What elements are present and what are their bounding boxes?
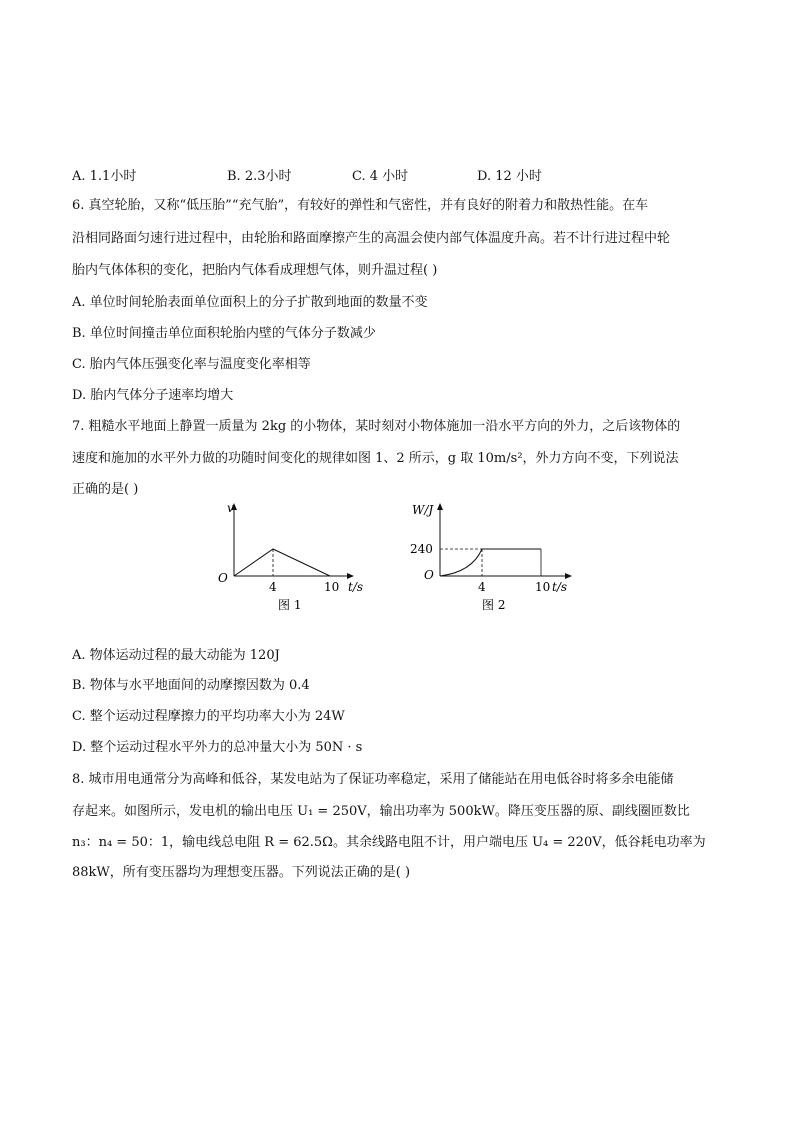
fig1-x-label: t/s	[348, 580, 364, 594]
fig2-x-tick-10: 10	[535, 580, 551, 594]
fig2-origin-label: O	[424, 568, 434, 582]
q6-stem-line-2: 沿相同路面匀速行进过程中，由轮胎和路面摩擦产生的高温会使内部气体温度升高。若不计行进过程中轮	[72, 231, 671, 246]
q8-stem-line-1: 8. 城市用电通常分为高峰和低谷，某发电站为了保证功率稳定，采用了储能站在用电低谷时将多余电能储	[72, 772, 674, 787]
fig2-y-arrow-icon	[437, 503, 443, 510]
q5-options-row	[72, 165, 732, 183]
fig1-x-tick-10: 10	[324, 580, 340, 594]
q6-option-b: B. 单位时间撞击单位面积轮胎内壁的气体分子数减少	[72, 326, 376, 341]
fig1-caption: 图 1	[278, 598, 302, 612]
fig2-y-tick-240: 240	[410, 542, 433, 556]
q6-stem-line-1: 6. 真空轮胎，又称“低压胎”“充气胎”，有较好的弹性和气密性，并有良好的附着力和散热性能。在车	[72, 198, 649, 213]
q5-option-c: C. 4 小时	[352, 169, 409, 184]
fig1-y-label: v	[227, 501, 234, 515]
q8-stem-line-3: n₃：n₄ = 50：1，输电线总电阻 R = 62.5Ω。其余线路电阻不计，用户端电压 U₄ = 220V，低谷耗电功率为	[72, 835, 706, 850]
q6-option-c: C. 胎内气体压强变化率与温度变化率相等	[72, 357, 311, 372]
figure-2	[410, 503, 572, 612]
q5-option-b: B. 2.3小时	[227, 169, 292, 184]
fig2-y-label: W/J	[412, 503, 434, 517]
q7-stem-line-1: 7. 粗糙水平地面上静置一质量为 2kg 的小物体，某时刻对小物体施加一沿水平方向的外力，之后该物体的	[72, 419, 681, 434]
fig2-work-curve	[440, 549, 482, 576]
fig2-x-tick-4: 4	[478, 580, 486, 594]
q6-option-d: D. 胎内气体分子速率均增大	[72, 388, 234, 403]
q7-option-d: D. 整个运动过程水平外力的总冲量大小为 50N · s	[72, 740, 363, 755]
q7-figures	[210, 498, 590, 618]
q7-option-a: A. 物体运动过程的最大动能为 120J	[72, 648, 280, 663]
q8-stem-line-2: 存起来。如图所示，发电机的输出电压 U₁ = 250V，输出功率为 500kW。降压变压器的原、副线圈匝数比	[72, 804, 690, 819]
figure-1	[218, 501, 363, 612]
q5-option-a: A. 1.1小时	[72, 169, 137, 184]
fig2-x-arrow-icon	[565, 573, 572, 579]
q7-option-b: B. 物体与水平地面间的动摩擦因数为 0.4	[72, 678, 310, 693]
fig1-velocity-curve	[234, 549, 330, 576]
q6-stem-line-3: 胎内气体体积的变化，把胎内气体看成理想气体，则升温过程( )	[72, 263, 438, 278]
q7-option-c: C. 整个运动过程摩擦力的平均功率大小为 24W	[72, 709, 345, 724]
q8-stem-line-4: 88kW，所有变压器均为理想变压器。下列说法正确的是( )	[72, 865, 411, 880]
fig2-x-label: t/s	[552, 580, 568, 594]
q7-stem-line-3: 正确的是( )	[72, 482, 139, 497]
q6-option-a: A. 单位时间轮胎表面单位面积上的分子扩散到地面的数量不变	[72, 295, 428, 310]
q7-figures-svg	[210, 498, 590, 618]
q7-stem-line-2: 速度和施加的水平外力做的功随时间变化的规律如图 1、2 所示，g 取 10m/s²，外力方向不变，下列说法	[72, 451, 679, 466]
fig1-origin-label: O	[218, 571, 228, 585]
fig2-caption: 图 2	[482, 598, 506, 612]
fig1-x-tick-4: 4	[269, 580, 277, 594]
q5-option-d: D. 12 小时	[477, 169, 542, 184]
fig1-x-arrow-icon	[347, 573, 354, 579]
